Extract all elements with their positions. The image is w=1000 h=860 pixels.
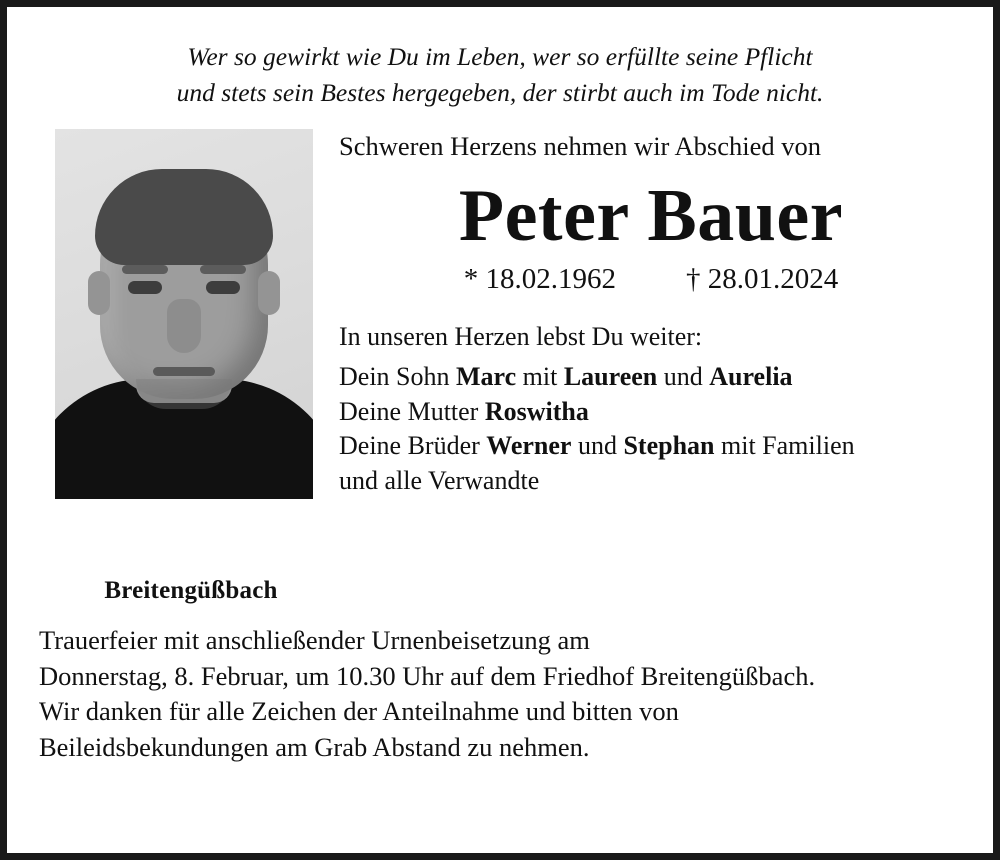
funeral-line-2: Donnerstag, 8. Februar, um 10.30 Uhr auf dem Friedhof Breitengüßbach. — [39, 660, 816, 691]
photo-nose — [167, 299, 201, 353]
photo-eye-left — [128, 281, 162, 294]
text-column — [327, 129, 963, 498]
main-content — [37, 129, 963, 605]
survivor-text: Deine Mutter — [339, 396, 485, 426]
announcement-lead: Schweren Herzens nehmen wir Abschied von — [339, 131, 822, 162]
funeral-details — [37, 623, 963, 765]
survivor-name: Roswitha — [484, 396, 589, 426]
survivor-name: Werner — [486, 431, 572, 461]
survivor-text: mit — [516, 362, 564, 392]
funeral-line-3: Wir danken für alle Zeichen der Anteilnahme und bitten von — [39, 696, 679, 727]
photo-ear-left — [88, 271, 110, 315]
photo-column — [37, 129, 327, 605]
funeral-line-4: Beileidsbekundungen am Grab Abstand zu nehmen. — [39, 731, 590, 762]
survivors-intro: In unseren Herzen lebst Du weiter: — [339, 322, 703, 352]
survivor-name: Stephan — [623, 431, 715, 461]
survivor-text: und — [571, 431, 624, 461]
photo-brow-right — [200, 265, 246, 274]
photo-mouth — [153, 367, 215, 376]
funeral-line-1: Trauerfeier mit anschließender Urnenbeisetzung am — [39, 625, 590, 656]
survivor-text: Deine Brüder — [339, 431, 487, 461]
survivors-list — [339, 360, 963, 498]
deceased-name: Peter Bauer — [458, 175, 844, 258]
verse-line-1: Wer so gewirkt wie Du im Leben, wer so erfüllte seine Pflicht — [187, 42, 813, 71]
survivor-name: Marc — [456, 362, 517, 392]
survivor-line — [339, 429, 963, 464]
death-date: † 28.01.2024 — [686, 263, 839, 296]
survivor-name: Aurelia — [709, 362, 793, 392]
birth-date: * 18.02.1962 — [463, 263, 616, 296]
survivor-name: Laureen — [563, 362, 658, 392]
survivor-text: und — [657, 362, 710, 392]
memorial-verse — [37, 39, 963, 111]
photo-hair — [95, 169, 273, 265]
photo-ear-right — [258, 271, 280, 315]
survivor-text: Dein Sohn — [339, 362, 456, 392]
verse-line-2: und stets sein Bestes hergegeben, der stirbt auch im Tode nicht. — [176, 78, 824, 108]
survivor-text: mit Familien — [714, 431, 855, 461]
place-name: Breitengüßbach — [104, 577, 278, 605]
life-dates — [339, 263, 963, 296]
portrait-photo — [55, 129, 313, 499]
survivor-line — [339, 395, 963, 430]
survivor-text: und alle Verwandte — [339, 465, 540, 495]
photo-brow-left — [122, 265, 168, 274]
photo-eye-right — [206, 281, 240, 294]
photo-chin — [136, 379, 232, 409]
survivor-line — [339, 360, 963, 395]
survivor-line — [339, 464, 963, 499]
